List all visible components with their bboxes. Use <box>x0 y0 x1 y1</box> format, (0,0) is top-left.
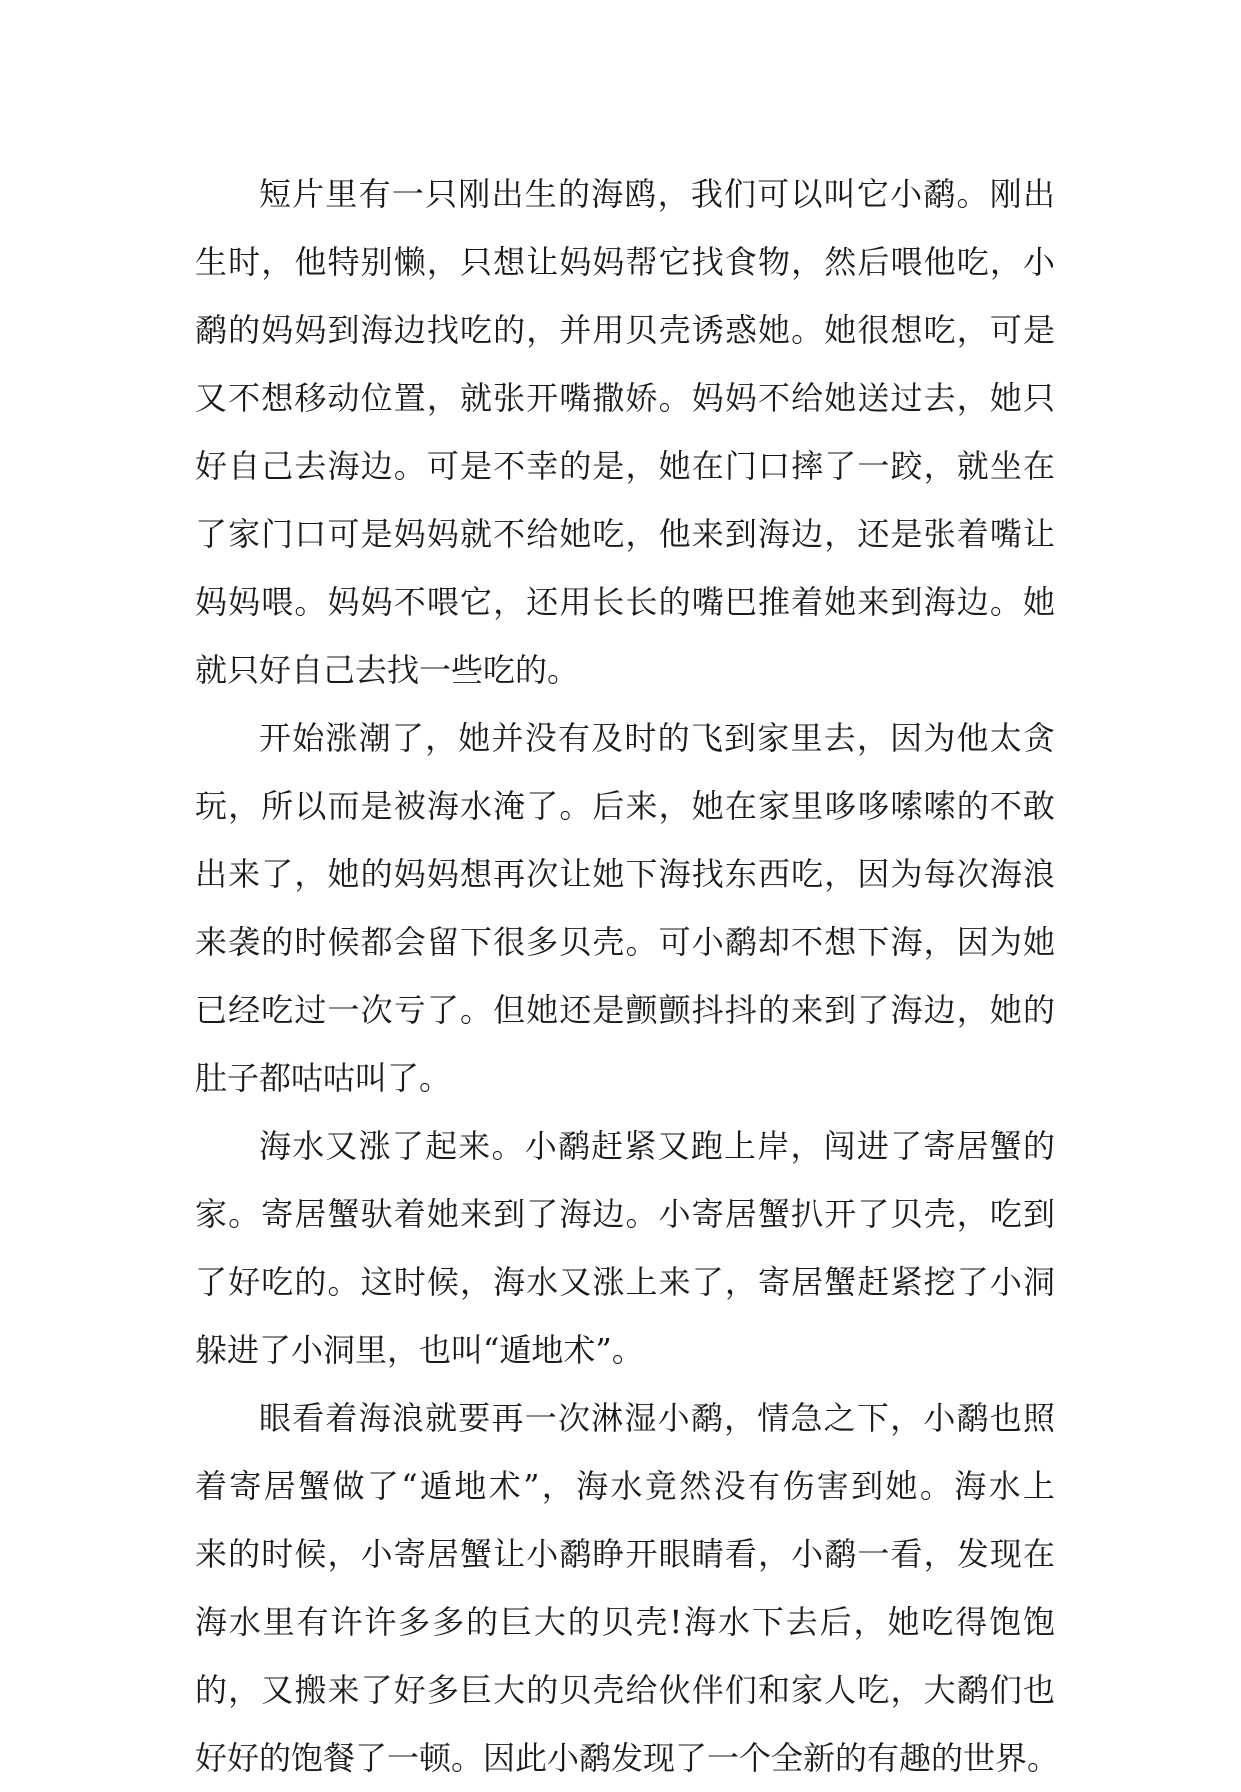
text-line: 出来了，她的妈妈想再次让她下海找东西吃，因为每次海浪 <box>195 855 1055 893</box>
text-line: 海水里有许许多多的巨大的贝壳!海水下去后，她吃得饱饱 <box>195 1603 1055 1641</box>
text-line: 鹬的妈妈到海边找吃的，并用贝壳诱惑她。她很想吃，可是 <box>195 311 1055 349</box>
text-line: 玩，所以而是被海水淹了。后来，她在家里哆哆嗦嗦的不敢 <box>195 787 1055 825</box>
text-line: 生时，他特别懒，只想让妈妈帮它找食物，然后喂他吃，小 <box>195 243 1055 281</box>
text-line: 了家门口可是妈妈就不给她吃，他来到海边，还是张着嘴让 <box>195 515 1055 553</box>
text-line: 躲进了小洞里，也叫“遁地术”。 <box>195 1331 644 1369</box>
text-line: 已经吃过一次亏了。但她还是颤颤抖抖的来到了海边，她的 <box>195 991 1055 1029</box>
text-line: 好自己去海边。可是不幸的是，她在门口摔了一跤，就坐在 <box>195 447 1055 485</box>
text-line: 短片里有一只刚出生的海鸥，我们可以叫它小鹬。刚出 <box>259 175 1055 213</box>
paragraph-1 <box>195 160 1055 704</box>
paragraph-2 <box>195 704 1055 1112</box>
text-line: 来的时候，小寄居蟹让小鹬睁开眼睛看，小鹬一看，发现在 <box>195 1535 1055 1573</box>
text-line: 了好吃的。这时候，海水又涨上来了，寄居蟹赶紧挖了小洞 <box>195 1263 1055 1301</box>
text-line: 好好的饱餐了一顿。因此小鹬发现了一个全新的有趣的世界。 <box>195 1739 1060 1777</box>
paragraph-4 <box>195 1384 1060 1792</box>
text-line: 着寄居蟹做了“遁地术”，海水竟然没有伤害到她。海水上 <box>195 1467 1055 1505</box>
text-line: 又不想移动位置，就张开嘴撒娇。妈妈不给她送过去，她只 <box>195 379 1055 417</box>
text-line: 妈妈喂。妈妈不喂它，还用长长的嘴巴推着她来到海边。她 <box>195 583 1055 621</box>
text-line: 的，又搬来了好多巨大的贝壳给伙伴们和家人吃，大鹬们也 <box>195 1671 1055 1709</box>
text-line: 家。寄居蟹驮着她来到了海边。小寄居蟹扒开了贝壳，吃到 <box>195 1195 1055 1233</box>
text-line: 开始涨潮了，她并没有及时的飞到家里去，因为他太贪 <box>259 719 1055 757</box>
text-line: 肚子都咕咕叫了。 <box>195 1059 452 1097</box>
paragraph-3 <box>195 1112 1055 1384</box>
document-body <box>195 160 1060 1792</box>
text-line: 就只好自己去找一些吃的。 <box>195 651 580 689</box>
text-line: 海水又涨了起来。小鹬赶紧又跑上岸，闯进了寄居蟹的 <box>259 1127 1055 1165</box>
text-line: 来袭的时候都会留下很多贝壳。可小鹬却不想下海，因为她 <box>195 923 1055 961</box>
text-line: 眼看着海浪就要再一次淋湿小鹬，情急之下，小鹬也照 <box>259 1399 1055 1437</box>
